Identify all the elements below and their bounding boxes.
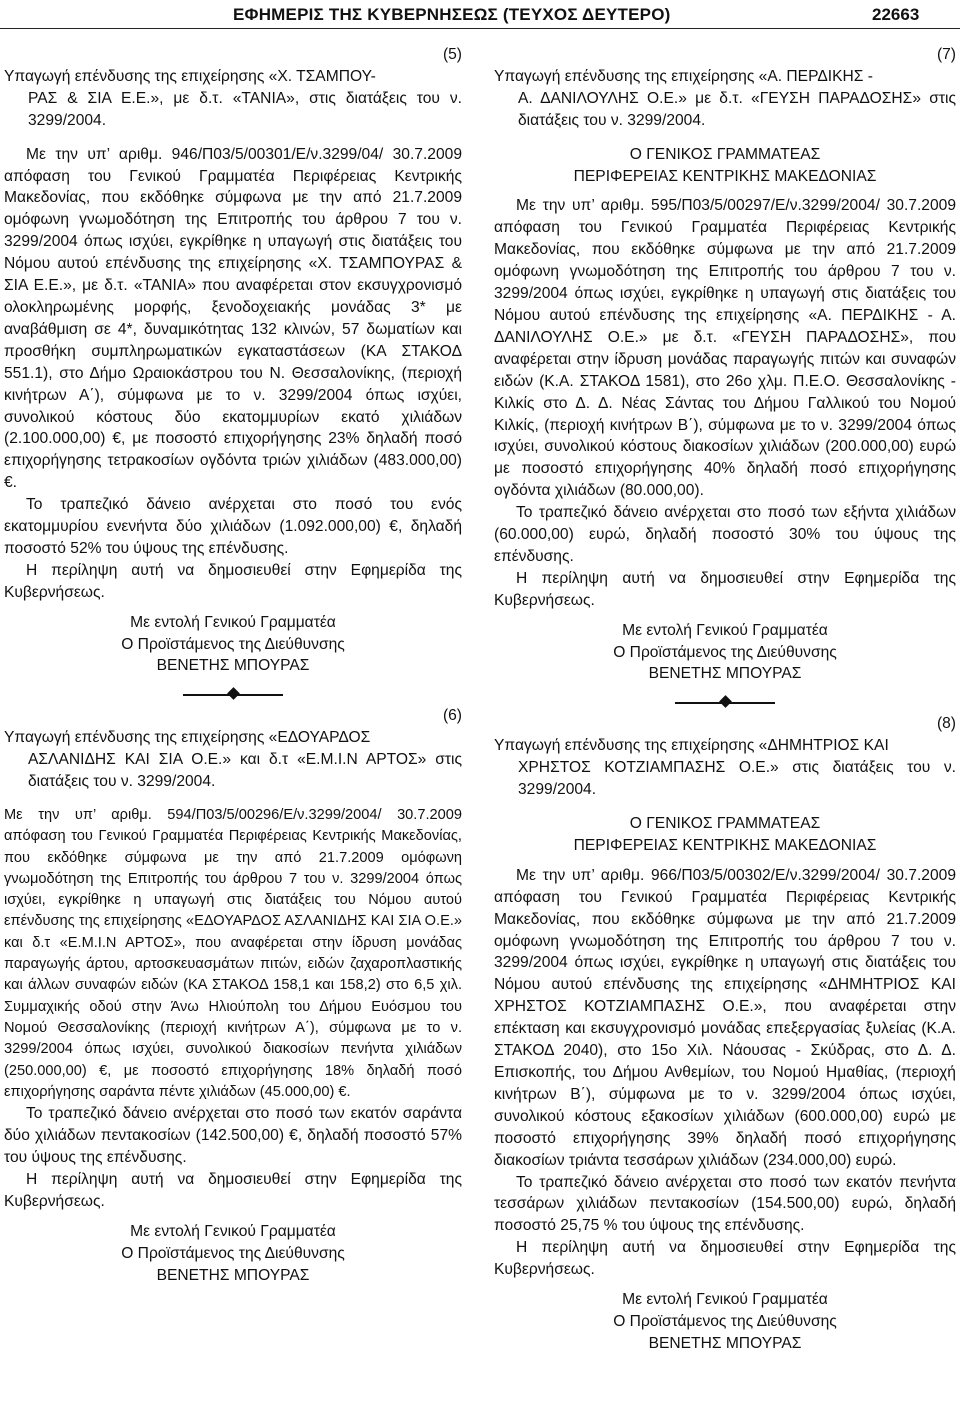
diamond-icon bbox=[719, 696, 732, 709]
right-column bbox=[494, 44, 956, 1355]
notice-heading-first: Υπαγωγή επένδυσης της επιχείρησης «ΔΗΜΗΤΡΙΟΣ ΚΑΙ bbox=[494, 737, 889, 755]
signature-line-1: Με εντολή Γενικού Γραμματέα bbox=[130, 1222, 336, 1240]
signature-name: ΒΕΝΕΤΗΣ ΜΠΟΥΡΑΣ bbox=[648, 1334, 802, 1352]
notice-heading-rest: ΑΣΛΑΝΙΔΗΣ ΚΑΙ ΣΙΑ Ο.Ε.» και δ.τ «Ε.Μ.Ι.Ν ΑΡΤΟΣ» στις διατάξεις του ν. 3299/2004. bbox=[28, 751, 462, 791]
notice-loan: Το τραπεζικό δάνειο ανέρχεται στο ποσό των εκατόν σαράντα δύο χιλιάδων πεντακοσίων (142.500,00) €, δηλαδή ποσοστό 57% του ύψους της επένδυσης. bbox=[4, 1105, 462, 1166]
authority-line-2: ΠΕΡΙΦΕΡΕΙΑΣ ΚΕΝΤΡΙΚΗΣ ΜΑΚΕΔΟΝΙΑΣ bbox=[573, 167, 877, 185]
spacer bbox=[4, 793, 462, 805]
notice-number: (8) bbox=[936, 715, 956, 733]
spacer bbox=[494, 187, 956, 195]
notice-heading-rest: ΡΑΣ & ΣΙΑ Ε.Ε.», με δ.τ. «ΤΑΝΙΑ», στις διατάξεις του ν. 3299/2004. bbox=[28, 89, 462, 129]
notice-body: Με την υπ’ αριθμ. 966/Π03/5/00302/Ε/ν.3299/2004/ 30.7.2009 απόφαση του Γενικού Γραμματέα Περιφέρειας Κεντρικής Μακεδονίας, που εκδόθηκε σύμφωνα με την από 21.7.2009 ομόφωνη γνωμοδότηση της Επιτροπής του άρθρου 7 του ν. 3299/2004 όπως ισχύει, εγκρίθηκε η υπαγωγή στις διατάξεις του Νόμου αυτού επένδυσης της επιχείρησης «ΔΗΜΗΤΡΙΟΣ ΚΑΙ ΧΡΗΣΤΟΣ ΚΟΤΖΙΑΜΠΑΣΗΣ Ο.Ε.», που αναφέρεται στην επέκταση και εκσυγχρονισμό μονάδας επεξεργασίας ξυλείας (Κ.Α. ΣΤΑΚΟΔ 2040), στο 15ο Χιλ. Νάουσας - Σκύδρας, στο Δ. Δ. Επισκοπής, του Δήμου Ανθεμίων, του Νομού Ημαθίας, (περιοχή κινήτρων Β΄), σύμφωνα με το ν. 3299/2004 όπως ισχύει, συνολικού κόστους εξακοσίων χιλιάδων (600.000,00) ευρώ με ποσοστό επιχορήγησης 39% δηλαδή ποσό επιχορήγησης διακοσίων τριάντα τεσσάρων χιλιάδων (234.000,00) ευρώ. bbox=[494, 866, 956, 1169]
spacer bbox=[4, 1213, 462, 1221]
notice-body: Με την υπ’ αριθμ. 946/Π03/5/00301/Ε/ν.3299/04/ 30.7.2009 απόφαση του Γενικού Γραμματέα Περιφέρειας Κεντρικής Μακεδονίας, που εκδόθηκε σύμφωνα με την από 21.7.2009 ομόφωνη γνωμοδότηση της Επιτροπής του άρθρου 7 του ν. 3299/2004 όπως ισχύει, εγκρίθηκε η υπαγωγή στις διατάξεις του Νόμου αυτού επένδυσης της επιχείρησης «Χ. ΤΣΑΜΠΟΥΡΑΣ & ΣΙΑ Ε.Ε.», με δ.τ. «ΤΑΝΙΑ» που αναφέρεται στον εκσυγχρονισμό ολοκληρωμένης μορφής, ξενοδοχειακής μονάδας 3* με αναβάθμιση σε 4*, δυναμικότητας 132 κλινών, 57 δωματίων και προσθήκη συμπληρωματικών εγκαταστάσεων (ΚΑ ΣΤΑΚΟΔ 551.1), στο Δήμο Ωραιοκάστρου του Ν. Θεσσαλονίκης, (περιοχή κινήτρων Α΄), σύμφωνα με το ν. 3299/2004 όπως ισχύει, συνολικού κόστους δύο εκατομμυρίων εκατό χιλιάδων (2.100.000,00) €, με ποσοστό επιχορήγησης 23% δηλαδή ποσό επιχορήγησης τετρακοσίων ογδόντα τριών χιλιάδων (483.000,00) €. bbox=[4, 145, 462, 492]
notice-heading-first: Υπαγωγή επένδυσης της επιχείρησης «Χ. ΤΣΑΜΠΟΥ- bbox=[4, 67, 376, 85]
gazette-title: ΕΦΗΜΕΡΙΣ ΤΗΣ ΚΥΒΕΡΝΗΣΕΩΣ (ΤΕΥΧΟΣ ΔΕΥΤΕΡΟ) bbox=[233, 5, 671, 24]
notice-heading-first: Υπαγωγή επένδυσης της επιχείρησης «Α. ΠΕΡΔΙΚΗΣ - bbox=[494, 67, 873, 85]
signature-line-1: Με εντολή Γενικού Γραμματέα bbox=[130, 613, 336, 631]
authority-line-1: Ο ΓΕΝΙΚΟΣ ΓΡΑΜΜΑΤΕΑΣ bbox=[629, 145, 821, 163]
diamond-icon bbox=[227, 688, 240, 701]
notice-heading-rest: Α. ΔΑΝΙΛΟΥΛΗΣ Ο.Ε.» με δ.τ. «ΓΕΥΣΗ ΠΑΡΑΔΟΣΗΣ» στις διατάξεις του ν. 3299/2004. bbox=[518, 89, 956, 129]
spacer bbox=[494, 857, 956, 865]
signature-name: ΒΕΝΕΤΗΣ ΜΠΟΥΡΑΣ bbox=[156, 1266, 310, 1284]
notice-6 bbox=[4, 705, 462, 1286]
header-rule bbox=[0, 28, 960, 29]
notice-loan: Το τραπεζικό δάνειο ανέρχεται στο ποσό των εξήντα χιλιάδων (60.000,00) ευρώ, δηλαδή ποσοστό 30% του ύψους της επένδυσης. bbox=[494, 504, 956, 565]
spacer bbox=[494, 801, 956, 813]
notice-8 bbox=[494, 713, 956, 1354]
notice-heading-rest: ΧΡΗΣΤΟΣ ΚΟΤΖΙΑΜΠΑΣΗΣ Ο.Ε.» στις διατάξεις του ν. 3299/2004. bbox=[518, 759, 956, 799]
spacer bbox=[494, 1281, 956, 1289]
notice-publish: Η περίληψη αυτή να δημοσιευθεί στην Εφημερίδα της Κυβερνήσεως. bbox=[4, 1170, 462, 1210]
spacer bbox=[494, 132, 956, 144]
notice-5 bbox=[4, 44, 462, 705]
signature-line-1: Με εντολή Γενικού Γραμματέα bbox=[622, 621, 828, 639]
notice-heading bbox=[494, 66, 956, 132]
notice-number: (7) bbox=[936, 46, 956, 63]
signature-line-2: Ο Προϊστάμενος της Διεύθυνσης bbox=[121, 635, 345, 653]
notice-7 bbox=[494, 44, 956, 713]
signature-line-2: Ο Προϊστάμενος της Διεύθυνσης bbox=[121, 1244, 345, 1262]
signature-name: ΒΕΝΕΤΗΣ ΜΠΟΥΡΑΣ bbox=[648, 665, 802, 683]
spacer bbox=[494, 612, 956, 620]
authority-line-1: Ο ΓΕΝΙΚΟΣ ΓΡΑΜΜΑΤΕΑΣ bbox=[629, 815, 821, 832]
notice-publish: Η περίληψη αυτή να δημοσιευθεί στην Εφημερίδα της Κυβερνήσεως. bbox=[494, 569, 956, 609]
notice-body: Με την υπ’ αριθμ. 594/Π03/5/00296/Ε/ν.3299/2004/ 30.7.2009 απόφαση του Γενικού Γραμματέα Περιφέρειας Κεντρικής Μακεδονίας, που εκδόθηκε σύμφωνα με την από 21.7.2009 ομόφωνη γνωμοδότηση της Επιτροπής του άρθρου 7 του ν. 3299/2004 όπως ισχύει, εγκρίθηκε η υπαγωγή στις διατάξεις του Νόμου αυτού επένδυσης της επιχείρησης «ΕΔΟΥΑΡΔΟΣ ΑΣΛΑΝΙΔΗΣ ΚΑΙ ΣΙΑ Ο.Ε.» και δ.τ «Ε.Μ.Ι.Ν ΑΡΤΟΣ», που αναφέρεται στην ίδρυση μονάδας παραγωγής άρτου, αρτοσκευασμάτων πιτών, ειδών ζαχαροπλαστικής και άλλων συναφών ειδών (ΚΑ ΣΤΑΚΟΔ 158,1 και 158,2) στο 6,5 χιλ. Συμμαχικής οδού στην Άνω Ηλιούπολη του Δήμου Ευόσμου του Νομού Θεσσαλονίκης (περιοχή κινήτρων Α΄), σύμφωνα με το ν. 3299/2004 όπως ισχύει, συνολικού διακοσίων πενήντα χιλιάδων (250.000,00) €, με ποσοστό επιχορήγησης 18% δηλαδή ποσό επιχορήγησης σαράντα πέντε χιλιάδων (45.000,00) €. bbox=[4, 807, 462, 1100]
signature-line-1: Με εντολή Γενικού Γραμματέα bbox=[622, 1291, 828, 1309]
signature-name: ΒΕΝΕΤΗΣ ΜΠΟΥΡΑΣ bbox=[156, 657, 310, 675]
signature-line-2: Ο Προϊστάμενος της Διεύθυνσης bbox=[613, 643, 837, 661]
notice-heading-first: Υπαγωγή επένδυσης της επιχείρησης «ΕΔΟΥΑΡΔΟΣ bbox=[4, 729, 371, 747]
page-header bbox=[0, 0, 960, 32]
spacer bbox=[4, 132, 462, 144]
notice-body: Με την υπ’ αριθμ. 595/Π03/5/00297/Ε/ν.3299/2004/ 30.7.2009 απόφαση του Γενικού Γραμματέα Περιφέρειας Κεντρικής Μακεδονίας, που εκδόθηκε σύμφωνα με την από 21.7.2009 ομόφωνη γνωμοδότηση της Επιτροπής του άρθρου 7 του ν. 3299/2004 όπως ισχύει, εγκρίθηκε η υπαγωγή στις διατάξεις του Νόμου αυτού επένδυσης της επιχείρησης «Α. ΠΕΡΔΙΚΗΣ - Α. ΔΑΝΙΛΟΥΛΗΣ Ο.Ε.» με δ.τ. «ΓΕΥΣΗ ΠΑΡΑΔΟΣΗΣ», που αναφέρεται στην ίδρυση μονάδας παραγωγής πιτών και συναφών ειδών (Κ.Α. ΣΤΑΚΟΔ 1581), στο 26ο χλμ. Π.Ε.Ο. Θεσσαλονίκης - Κιλκίς στο Δ. Δ. Νέας Σάντας του Δήμου Γαλλικού του Νομού Κιλκίς, (περιοχή κινήτρων Β΄), σύμφωνα με το ν. 3299/2004 όπως ισχύει, συνολικού κόστους διακοσίων χιλιάδων (200.000,00) ευρώ με ποσοστό επιχορήγησης 40% δηλαδή ποσό επιχορήγησης ογδόντα χιλιάδων (80.000,00). bbox=[494, 197, 956, 500]
left-column bbox=[4, 44, 462, 1286]
authority-line-2: ΠΕΡΙΦΕΡΕΙΑΣ ΚΕΝΤΡΙΚΗΣ ΜΑΚΕΔΟΝΙΑΣ bbox=[573, 836, 877, 854]
notice-heading bbox=[4, 727, 462, 793]
spacer bbox=[4, 604, 462, 612]
signature-line-2: Ο Προϊστάμενος της Διεύθυνσης bbox=[613, 1312, 837, 1330]
page-number: 22663 bbox=[872, 5, 920, 24]
notice-heading bbox=[4, 66, 462, 132]
notice-publish: Η περίληψη αυτή να δημοσιευθεί στην Εφημερίδα της Κυβερνήσεως. bbox=[4, 561, 462, 601]
notice-publish: Η περίληψη αυτή να δημοσιευθεί στην Εφημερίδα της Κυβερνήσεως. bbox=[494, 1239, 956, 1279]
section-divider bbox=[4, 683, 462, 705]
notice-number: (5) bbox=[442, 46, 462, 63]
notice-number: (6) bbox=[442, 707, 462, 725]
notice-loan: Το τραπεζικό δάνειο ανέρχεται στο ποσό των εκατόν πενήντα τεσσάρων χιλιάδων πεντακοσίων (154.500,00) ευρώ, δηλαδή ποσοστό 25,75 % του ύψους της επένδυσης. bbox=[494, 1173, 956, 1235]
notice-heading bbox=[494, 735, 956, 801]
section-divider bbox=[494, 691, 956, 713]
notice-loan: Το τραπεζικό δάνειο ανέρχεται στο ποσό του ενός εκατομμυρίου ενενήντα δύο χιλιάδων (1.092.000,00) €, δηλαδή ποσοστό 52% του ύψους της επένδυσης. bbox=[4, 496, 462, 557]
